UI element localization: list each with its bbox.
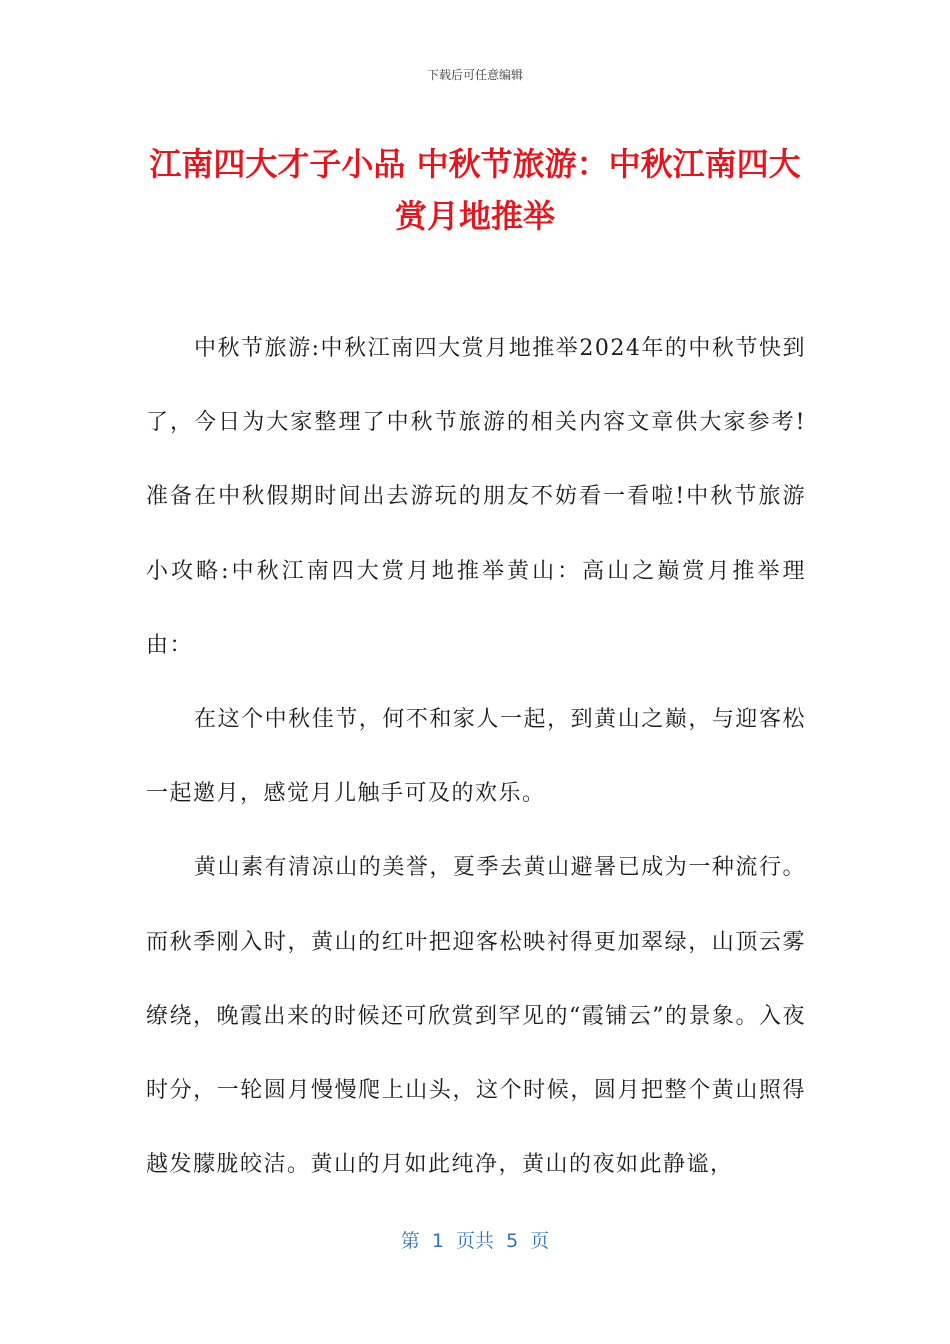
- paragraph: 在这个中秋佳节，何不和家人一起，到黄山之巅，与迎客松一起邀月，感觉月儿触手可及的欢乐。: [146, 707, 806, 807]
- document-body: [146, 312, 806, 1202]
- page-header-note: 下载后可任意编辑: [426, 68, 523, 82]
- paragraph: 中秋节旅游:中秋江南四大赏月地推举2024年的中秋节快到了，今日为大家整理了中秋节旅游的相关内容文章供大家参考!准备在中秋假期时间出去游玩的朋友不妨看一看啦!中秋节旅游小攻略:中秋江南四大赏月地推举黄山：高山之巅赏月推举理由：: [146, 336, 806, 658]
- paragraph: 黄山素有清凉山的美誉，夏季去黄山避暑已成为一种流行。而秋季刚入时，黄山的红叶把迎客松映衬得更加翠绿，山顶云雾缭绕，晚霞出来的时候还可欣赏到罕见的“霞铺云”的景象。入夜时分，一轮圆月慢慢爬上山头，这个时候，圆月把整个黄山照得越发朦胧皎洁。黄山的月如此纯净，黄山的夜如此静谧，: [146, 855, 806, 1178]
- document-title: 江南四大才子小品 中秋节旅游：中秋江南四大赏月地推举: [149, 145, 801, 235]
- page-number-footer: 第 1 页共 5 页: [400, 1230, 550, 1252]
